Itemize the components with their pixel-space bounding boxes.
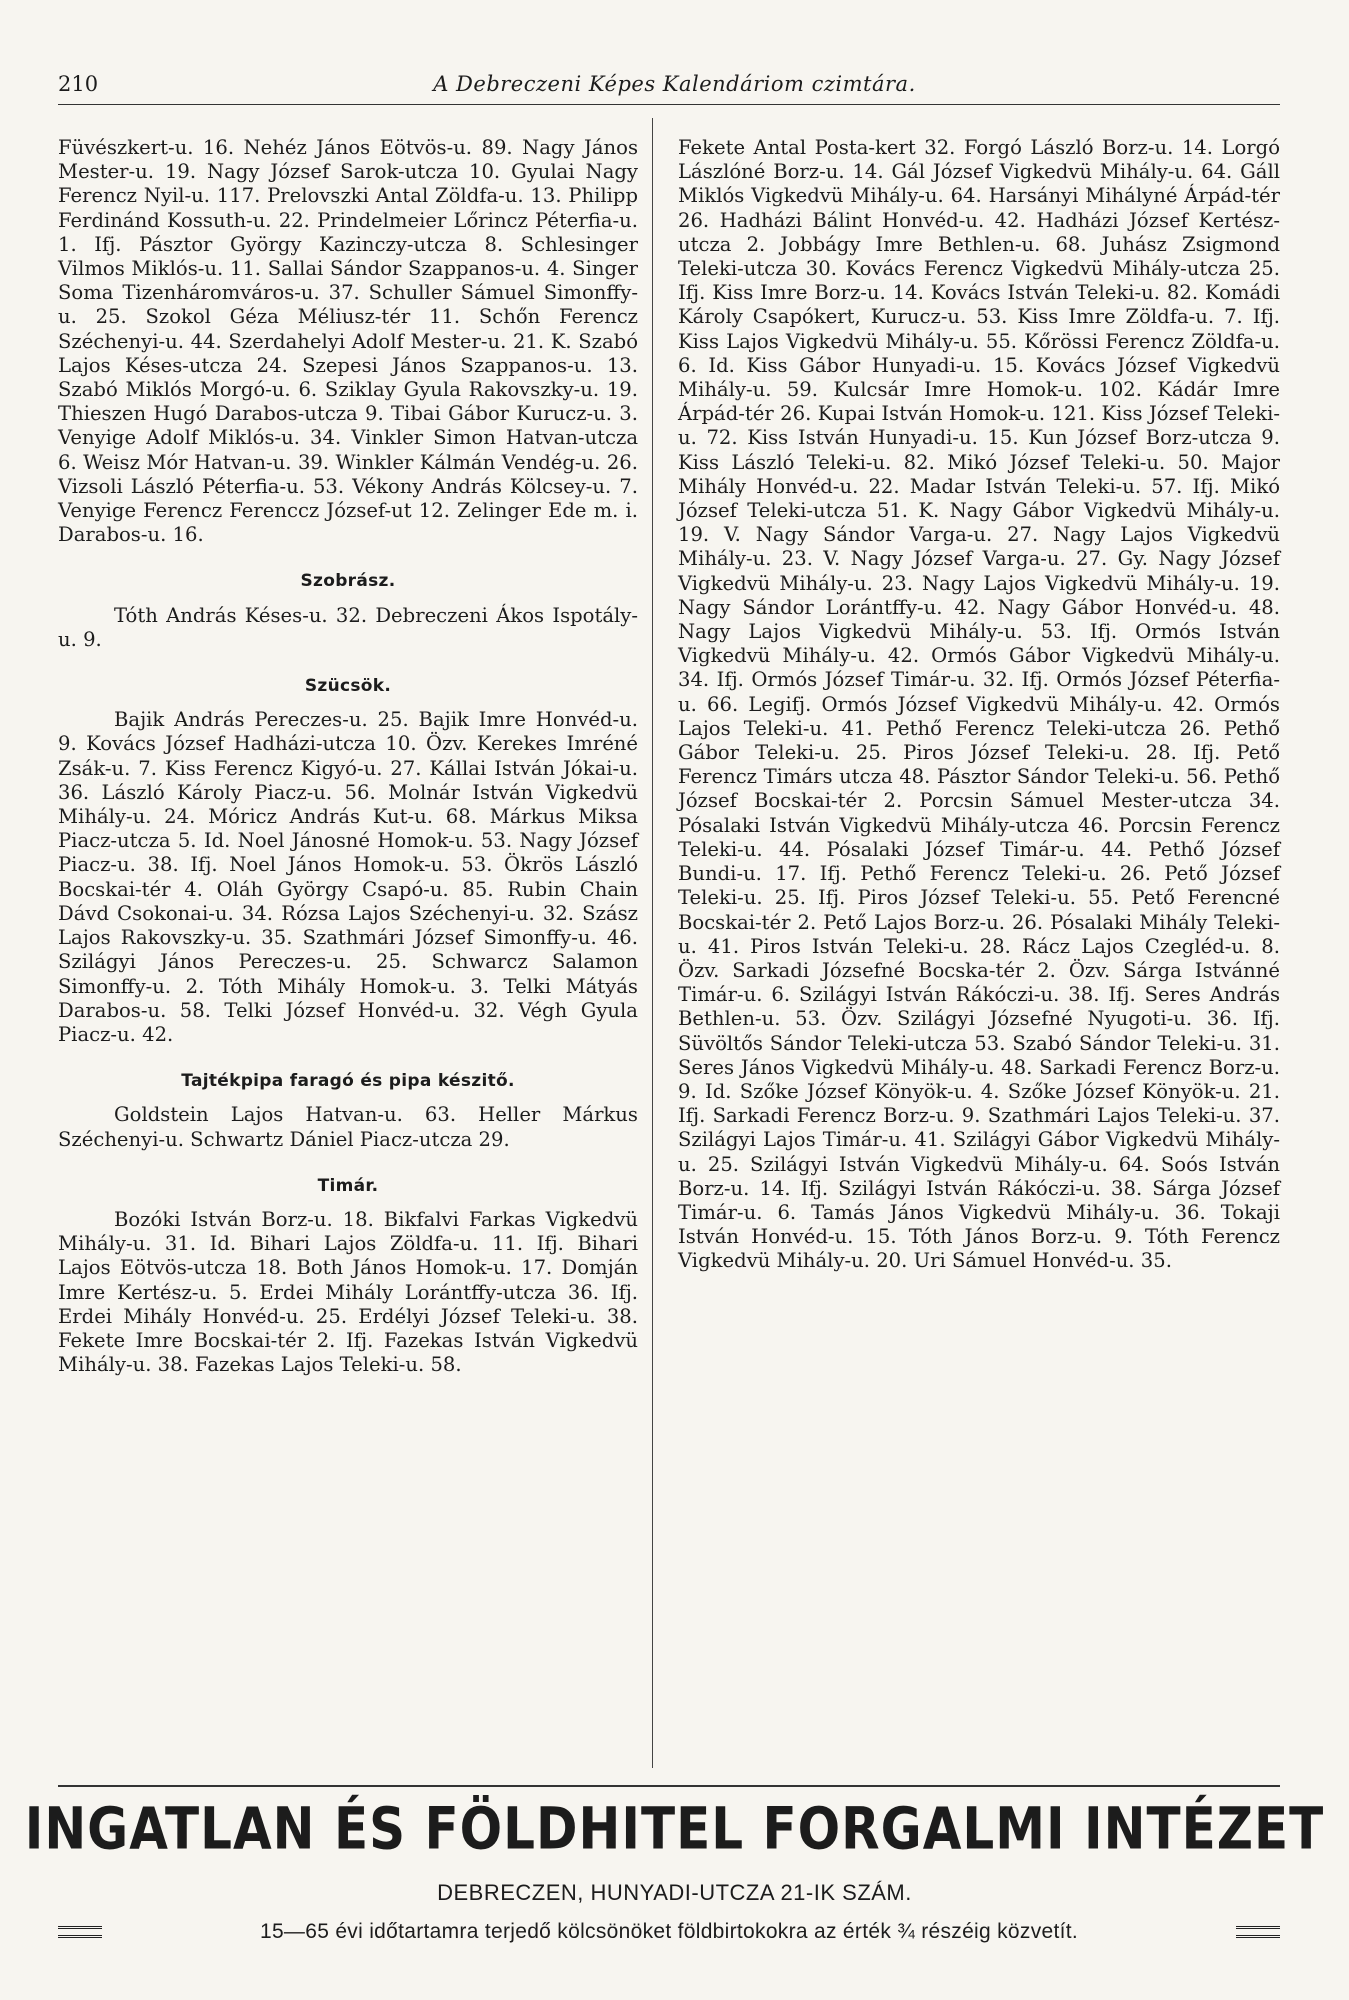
- directory-entries-continued: Füvészkert-u. 16. Nehéz János Eötvös-u. 89. Nagy János Mester-u. 19. Nagy József Sarok-utcza 10. Gyulai Nagy Ferencz Nyil-u. 117. Prelovszki Antal Zöldfa-u. 13. Philipp Ferdinánd Kossuth-u. 22. Prindelmeier Lőrincz Péterfia-u. 1. Ifj. Pásztor György Kazinczy-utcza 8. Schlesinger Vilmos Miklós-u. 11. Sallai Sándor Szappanos-u. 4. Singer Soma Tizenháromváros-u. 37. Schuller Sámuel Simonffy-u. 25. Szokol Géza Méliusz-tér 11. Schőn Ferencz Széchenyi-u. 44. Szerdahelyi Adolf Mester-u. 21. K. Szabó Lajos Késes-utcza 24. Szepesi János Szappanos-u. 13. Szabó Miklós Morgó-u. 6. Sziklay Gyula Rakovszky-u. 19. Thieszen Hugó Darabos-utcza 9. Tibai Gábor Kurucz-u. 3. Venyige Adolf Miklós-u. 34. Vinkler Simon Hatvan-utcza 6. Weisz Mór Hatvan-u. 39. Winkler Kálmán Vendég-u. 26. Vizsoli László Péterfia-u. 53. Vékony András Kölcsey-u. 7. Venyige Ferencz Ferenccz József-ut 12. Zelinger Ede m. i. Darabos-u. 16.: [58, 136, 638, 547]
- advertisement-terms-row: [58, 1920, 1280, 1944]
- page-number: 210: [58, 72, 99, 96]
- advertisement-address: DEBRECZEN, HUNYADI-UTCZA 21-IK SZÁM.: [437, 1880, 912, 1905]
- directory-entries-szobrasz: Tóth András Késes-u. 32. Debreczeni Ákos Ispotály-u. 9.: [58, 603, 638, 651]
- directory-entries-tajtekpipa: Goldstein Lajos Hatvan-u. 63. Heller Márkus Széchenyi-u. Schwartz Dániel Piacz-utcza 29.: [58, 1103, 638, 1151]
- section-heading-szucsok: Szücsök.: [304, 676, 392, 697]
- double-dash-ornament: [58, 1926, 102, 1938]
- section-heading-tajtekpipa: Tajtékpipa faragó és pipa készitő.: [181, 1071, 515, 1092]
- directory-entries-timar-continued: Fekete Antal Posta-kert 32. Forgó László Borz-u. 14. Lorgó Lászlóné Borz-u. 14. Gál József Vigkedvü Mihály-u. 64. Gáll Miklós Vigkedvü Mihály-u. 64. Harsányi Mihályné Árpád-tér 26. Hadházi Bálint Honvéd-u. 42. Hadházi József Kertész-utcza 2. Jobbágy Imre Bethlen-u. 68. Juhász Zsigmond Teleki-utcza 30. Kovács Ferencz Vigkedvü Mihály-utcza 25. Ifj. Kiss Imre Borz-u. 14. Kovács István Teleki-u. 82. Komádi Károly Csapókert, Kurucz-u. 53. Kiss Imre Zöldfa-u. 7. Ifj. Kiss Lajos Vigkedvü Mihály-u. 55. Kőrössi Ferencz Zöldfa-u. 6. Id. Kiss Gábor Hunyadi-u. 15. Kovács József Vigkedvü Mihály-u. 59. Kulcsár Imre Homok-u. 102. Kádár Imre Árpád-tér 26. Kupai István Homok-u. 121. Kiss József Teleki-u. 72. Kiss István Hunyadi-u. 15. Kun József Borz-utcza 9. Kiss László Teleki-u. 82. Mikó József Teleki-u. 50. Major Mihály Honvéd-u. 22. Madar István Teleki-u. 57. Ifj. Mikó József Teleki-utcza 51. K. Nagy Gábor Vigkedvü Mihály-u. 19. V. Nagy Sándor Varga-u. 27. Nagy Lajos Vigkedvü Mihály-u. 23. V. Nagy József Varga-u. 27. Gy. Nagy József Vigkedvü Mihály-u. 23. Nagy Lajos Vigkedvü Mihály-u. 19. Nagy Sándor Lorántffy-u. 42. Nagy Gábor Honvéd-u. 48. Nagy Lajos Vigkedvü Mihály-u. 53. Ifj. Ormós István Vigkedvü Mihály-u. 42. Ormós Gábor Vigkedvü Mihály-u. 34. Ifj. Ormós József Timár-u. 32. Ifj. Ormós József Péterfia-u. 66. Legifj. Ormós József Vigkedvü Mihály-u. 42. Ormós Lajos Teleki-u. 41. Pethő Ferencz Teleki-utcza 26. Pethő Gábor Teleki-u. 25. Piros József Teleki-u. 28. Ifj. Pető Ferencz Timárs utcza 48. Pásztor Sándor Teleki-u. 56. Pethő József Bocskai-tér 2. Porcsin Sámuel Mester-utcza 34. Pósalaki István Vigkedvü Mihály-utcza 46. Porcsin Ferencz Teleki-u. 44. Pósalaki József Timár-u. 44. Pethő József Bundi-u. 17. Ifj. Pethő Ferencz Teleki-u. 26. Pető József Teleki-u. 25. Ifj. Piros József Teleki-u. 55. Pető Ferencné Bocskai-tér 2. Pető Lajos Borz-u. 26. Pósalaki Mihály Teleki-u. 41. Piros István Teleki-u. 28. Rácz Lajos Czegléd-u. 8. Özv. Sarkadi Józsefné Bocska-tér 2. Özv. Sárga Istvánné Timár-u. 6. Szilágyi István Rákóczi-u. 38. Ifj. Seres András Bethlen-u. 53. Özv. Szilágyi Józsefné Nyugoti-u. 36. Ifj. Süvöltős Sándor Teleki-utcza 53. Szabó Sándor Teleki-u. 31. Seres János Vigkedvü Mihály-u. 48. Sarkadi Ferencz Borz-u. 9. Id. Szőke József Könyök-u. 4. Szőke József Könyök-u. 21. Ifj. Sarkadi Ferencz Borz-u. 9. Szathmári Lajos Teleki-u. 37. Szilágyi Lajos Timár-u. 41. Szilágyi Gábor Vigkedvü Mihály-u. 25. Szilágyi István Vigkedvü Mihály-u. 64. Soós István Borz-u. 14. Ifj. Szilágyi István Rákóczi-u. 38. Sárga József Timár-u. 6. Tamás János Vigkedvü Mihály-u. 36. Tokaji István Honvéd-u. 15. Tóth János Borz-u. 9. Tóth Ferencz Vigkedvü Mihály-u. 20. Uri Sámuel Honvéd-u. 35.: [678, 136, 1280, 1273]
- column-divider: [652, 118, 653, 1768]
- left-column: [58, 136, 638, 1377]
- advertisement-title: INGATLAN ÉS FÖLDHITEL FORGALMI INTÉZET: [24, 1795, 1325, 1863]
- advertisement-terms: 15—65 évi időtartamra terjedő kölcsönöket földbirtokokra az érték ¾ részéig közvetít.: [259, 1920, 1079, 1943]
- section-heading-szobrasz: Szobrász.: [300, 571, 396, 592]
- section-heading-timar: Timár.: [317, 1175, 379, 1196]
- header-rule: [58, 104, 1280, 105]
- directory-entries-timar: Bozóki István Borz-u. 18. Bikfalvi Farkas Vigkedvü Mihály-u. 31. Id. Bihari Lajos Zöldfa-u. 11. Ifj. Bihari Lajos Eötvös-utcza 18. Both János Homok-u. 17. Domján Imre Kertész-u. 5. Erdei Mihály Lorántffy-utcza 36. Ifj. Erdei Mihály Honvéd-u. 25. Erdélyi József Teleki-u. 38. Fekete Imre Bocskai-tér 2. Ifj. Fazekas István Vigkedvü Mihály-u. 38. Fazekas Lajos Teleki-u. 58.: [58, 1207, 638, 1377]
- advertisement-rule: [58, 1785, 1280, 1787]
- directory-entries-szucsok: Bajik András Pereczes-u. 25. Bajik Imre Honvéd-u. 9. Kovács József Hadházi-utcza 10. Özv. Kerekes Imréné Zsák-u. 7. Kiss Ferencz Kigyó-u. 27. Kállai István Jókai-u. 36. László Károly Piacz-u. 56. Molnár István Vigkedvü Mihály-u. 24. Móricz András Kut-u. 68. Márkus Miksa Piacz-utcza 5. Id. Noel Jánosné Homok-u. 53. Nagy József Piacz-u. 38. Ifj. Noel János Homok-u. 53. Ökrös László Bocskai-tér 4. Oláh György Csapó-u. 85. Rubin Chain Dávd Csokonai-u. 34. Rózsa Lajos Széchenyi-u. 32. Szász Lajos Rakovszky-u. 35. Szathmári József Simonffy-u. 46. Szilágyi János Pereczes-u. 25. Schwarcz Salamon Simonffy-u. 2. Tóth Mihály Homok-u. 3. Telki Mátyás Darabos-u. 58. Telki József Honvéd-u. 32. Végh Gyula Piacz-u. 42.: [58, 708, 638, 1046]
- running-title: A Debreczeni Képes Kalendáriom czimtára.: [433, 72, 916, 96]
- right-column: [678, 136, 1280, 1274]
- double-dash-ornament: [1236, 1926, 1280, 1938]
